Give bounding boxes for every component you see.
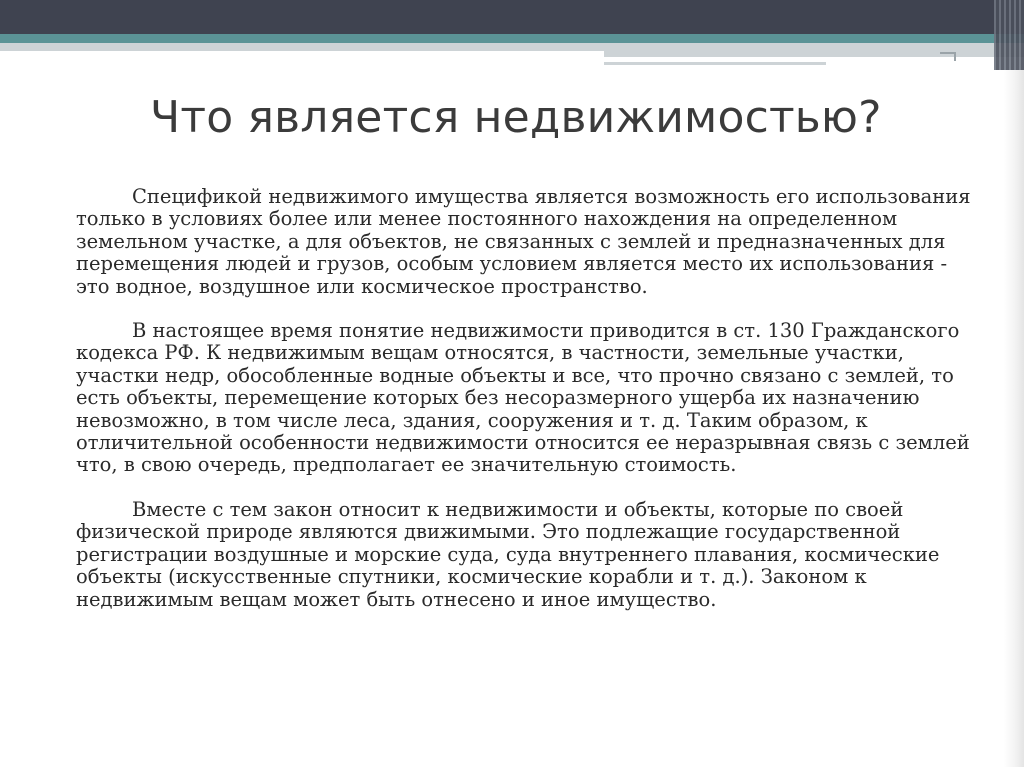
corner-decoration	[940, 52, 956, 61]
header-band-light-left	[0, 43, 604, 51]
paragraph: Вместе с тем закон относит к недвижимости и объекты, которые по своей физической природе являются движимыми. Это подлежащие государственной регистрации воздушные и морские суда, суда внутреннего плавания, космические объекты (искусственные спутники, космические корабли и т. д.). Законом к недвижимым вещам может быть отнесено и иное имущество.	[76, 497, 940, 611]
header-band-teal	[0, 34, 1024, 43]
page-curl-shadow	[994, 0, 1024, 70]
header-band-light-strip	[604, 62, 826, 65]
page-edge-shadow	[1004, 70, 1024, 767]
paragraph: Спецификой недвижимого имущества является возможность его использования только в условиях более или менее постоянного нахождения на определенном земельном участке, а для объектов, не связанных с землей и предназначенных для перемещения людей и грузов, особым условием является место их использования - это водное, воздушное или космическое пространство.	[76, 185, 971, 298]
paragraph: В настоящее время понятие недвижимости приводится в ст. 130 Гражданского кодекса РФ. К недвижимым вещам относятся, в частности, земельные участки, участки недр, обособленные водные объекты и все, что прочно связано с землей, то есть объекты, перемещение которых без несоразмерного ущерба их назначению невозможно, в том числе леса, здания, сооружения и т. д. Таким образом, к отличительной особенности недвижимости относится ее неразрывная связь с землей что, в свою очередь, предполагает ее значительную стоимость.	[76, 319, 970, 477]
slide-title: Что является недвижимостью?	[150, 92, 882, 143]
header-band-light-right	[604, 43, 1024, 57]
slide-body	[76, 186, 976, 633]
header-band-dark	[0, 0, 1024, 34]
